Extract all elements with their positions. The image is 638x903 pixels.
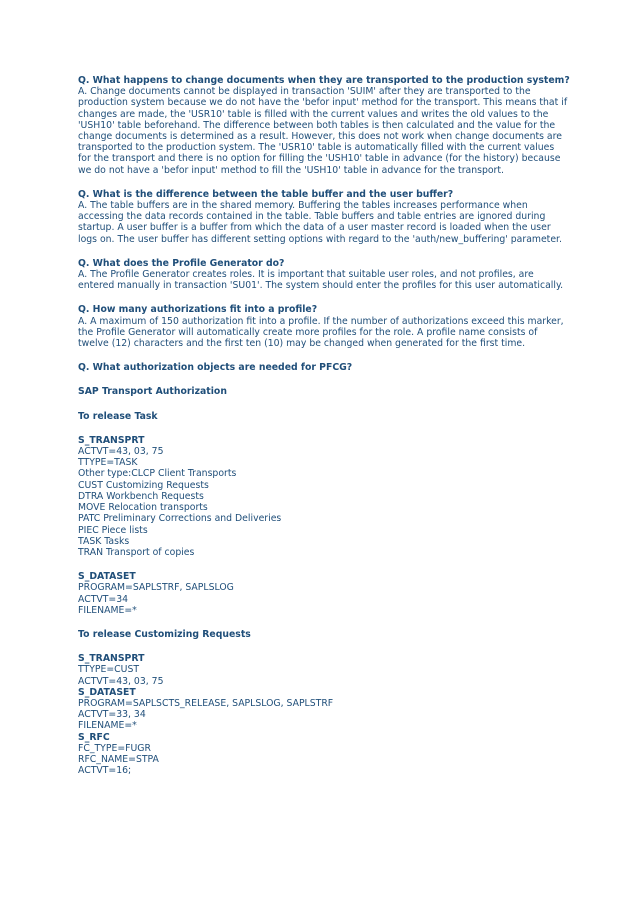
answer-line: production system because we do not have the 'befor input' method for the transport. This means that if [78, 97, 568, 109]
document-body [78, 75, 573, 789]
question: Q. How many authorizations fit into a profile? [78, 304, 318, 316]
auth-field-line: PROGRAM=SAPLSTRF, SAPLSLOG [78, 582, 234, 594]
auth-field-line: ACTVT=34 [78, 593, 129, 605]
answer-line: for the transport and there is no option for filling the 'USH10' table in advance (for the history) because [78, 153, 561, 165]
auth-field-line: ACTVT=16; [78, 765, 132, 777]
release-task-heading: To release Task [78, 410, 158, 422]
auth-field-line: TTYPE=TASK [78, 457, 138, 469]
qa-item [78, 75, 573, 176]
auth-field-line: TASK Tasks [78, 535, 130, 547]
release-task-heading-block [78, 411, 573, 422]
qa-item [78, 258, 573, 292]
auth-field-line: FILENAME=* [78, 720, 137, 732]
auth-object-name: S_DATASET [78, 686, 136, 698]
auth-field-line: RFC_NAME=STPA [78, 753, 159, 765]
auth-field-line: FILENAME=* [78, 604, 137, 616]
answer-line: A. Change documents cannot be displayed in transaction 'SUIM' after they are transported to the [78, 86, 531, 98]
auth-object-s-transprt [78, 435, 573, 558]
auth-field-line: PIEC Piece lists [78, 524, 148, 536]
answer-line: change documents is determined as a result. However, this does not work when change documents are [78, 131, 562, 143]
auth-object-name: S_RFC [78, 731, 110, 743]
question: Q. What does the Profile Generator do? [78, 257, 285, 269]
auth-field-line: TTYPE=CUST [78, 664, 140, 676]
auth-object-name: S_DATASET [78, 571, 136, 583]
question: Q. What is the difference between the table buffer and the user buffer? [78, 188, 454, 200]
answer-line: the Profile Generator will automatically create more profiles for the role. A profile name consists of [78, 326, 538, 338]
auth-objects-customizing [78, 653, 573, 776]
auth-field-line: DTRA Workbench Requests [78, 490, 204, 502]
auth-object-name: S_TRANSPRT [78, 434, 145, 446]
qa-item [78, 189, 573, 245]
auth-field-line: CUST Customizing Requests [78, 479, 209, 491]
answer-line: A. The Profile Generator creates roles. It is important that suitable user roles, and not profiles, are [78, 269, 534, 281]
answer-line: logs on. The user buffer has different setting options with regard to the 'auth/new_buffering' parameter. [78, 233, 562, 245]
answer-line: startup. A user buffer is a buffer from which the data of a user master record is loaded when the user [78, 222, 551, 234]
auth-field-line: MOVE Relocation transports [78, 502, 208, 514]
answer-line: entered manually in transaction 'SU01'. The system should enter the profiles for this user automatically. [78, 280, 564, 292]
answer-line: transported to the production system. The 'USR10' table is automatically filled with the current values [78, 142, 555, 154]
question: Q. What authorization objects are needed for PFCG? [78, 362, 353, 374]
answer-line: 'USH10' table beforehand. The difference between both tables is then calculated and the value for the [78, 119, 556, 131]
qa-item [78, 304, 573, 349]
answer-line: A. The table buffers are in the shared memory. Buffering the tables increases performance when [78, 200, 528, 212]
auth-field-line: PROGRAM=SAPLSCTS_RELEASE, SAPLSLOG, SAPLSTRF [78, 697, 334, 709]
release-customizing-heading: To release Customizing Requests [78, 628, 251, 640]
auth-field-line: Other type:CLCP Client Transports [78, 468, 237, 480]
answer-line: accessing the data records contained in the table. Table buffers and table entries are ignored during [78, 211, 546, 223]
auth-field-line: ACTVT=43, 03, 75 [78, 675, 164, 687]
question: Q. What happens to change documents when they are transported to the production system? [78, 75, 570, 86]
section-title: SAP Transport Authorization [78, 386, 227, 398]
auth-object-s-dataset [78, 571, 573, 616]
answer-line: A. A maximum of 150 authorization fit into a profile. If the number of authorizations exceed this marker, [78, 315, 564, 327]
auth-field-line: PATC Preliminary Corrections and Deliveries [78, 513, 282, 525]
auth-object-name: S_TRANSPRT [78, 653, 145, 665]
answer-line: we do not have a 'befor input' method to fill the 'USH10' table in advance for the transport. [78, 164, 504, 176]
release-customizing-heading-block [78, 629, 573, 640]
auth-field-line: TRAN Transport of copies [78, 546, 195, 558]
auth-field-line: FC_TYPE=FUGR [78, 742, 151, 754]
answer-line: changes are made, the 'USR10' table is filled with the current values and writes the old values to the [78, 108, 549, 120]
answer-line: twelve (12) characters and the first ten (10) may be changed when generated for the first time. [78, 338, 526, 350]
qa-item [78, 362, 573, 373]
auth-field-line: ACTVT=43, 03, 75 [78, 446, 164, 458]
auth-field-line: ACTVT=33, 34 [78, 709, 146, 721]
section-title-block [78, 386, 573, 397]
